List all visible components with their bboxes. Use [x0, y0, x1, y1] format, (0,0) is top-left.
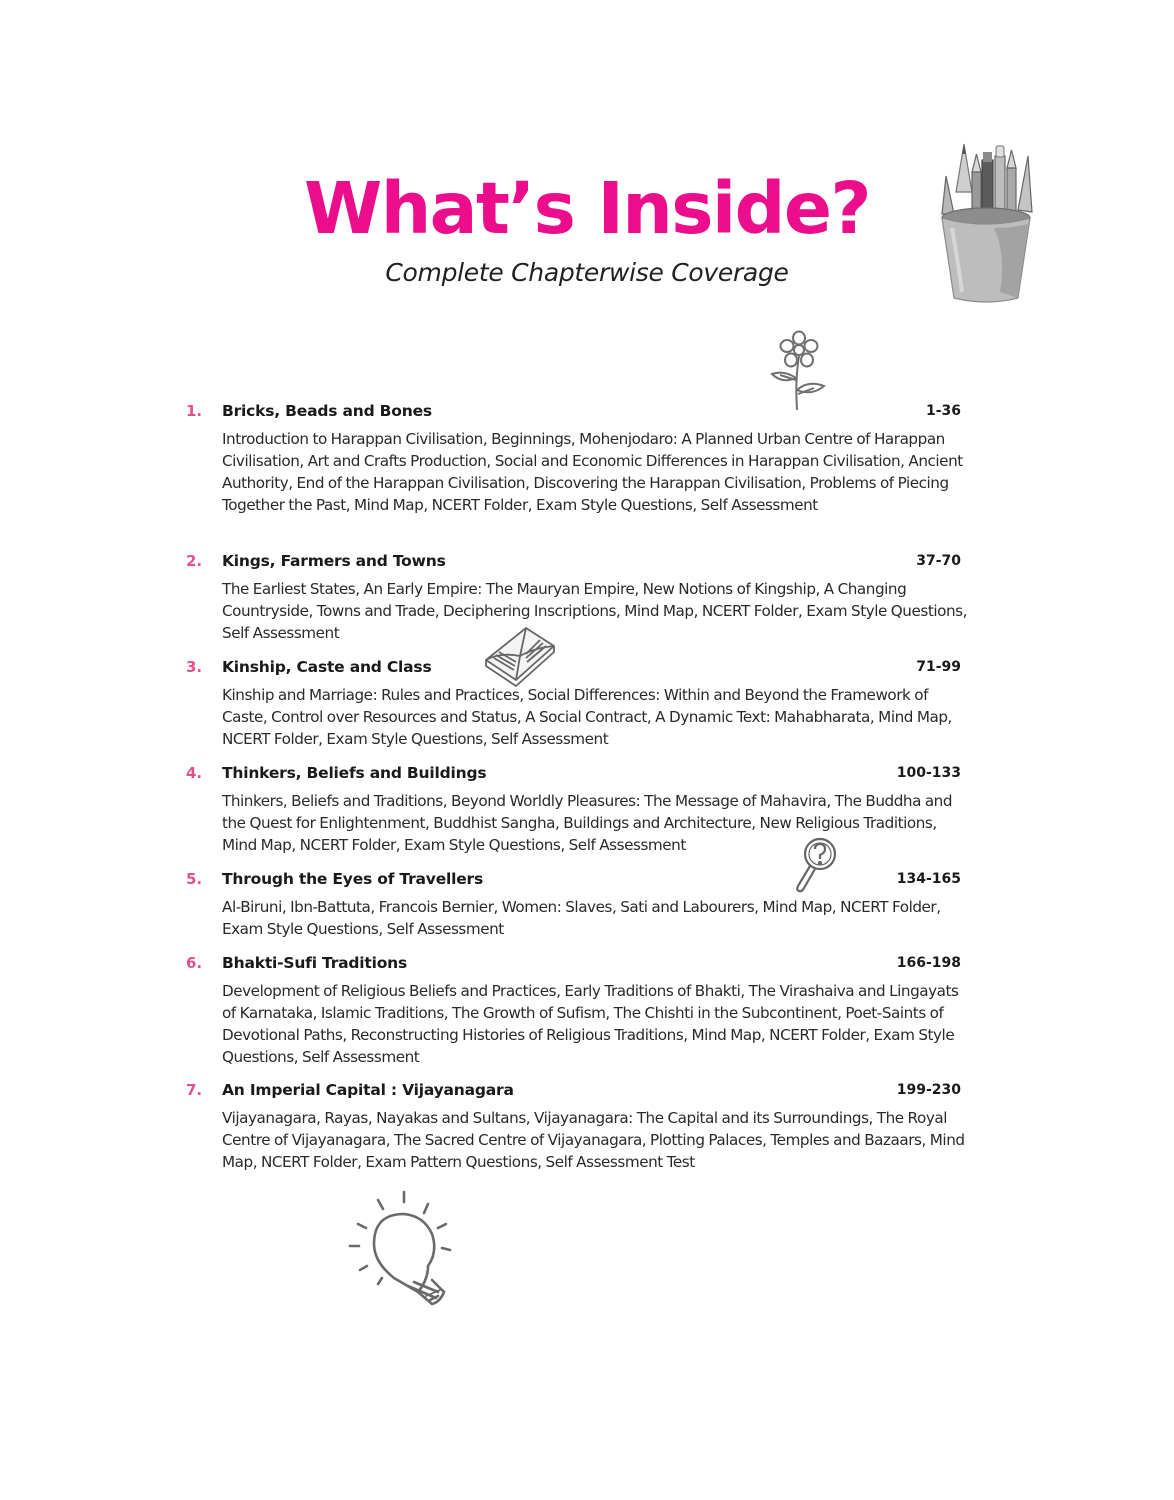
- chapter-description: Al-Biruni, Ibn-Battuta, Francois Bernier, Women: Slaves, Sati and Labourers, Mind Map, NCERT Folder, Exam Style Questions, Self Assessment: [222, 898, 941, 938]
- chapter-title: Thinkers, Beliefs and Buildings: [222, 764, 487, 782]
- page-subtitle: Complete Chapterwise Coverage: [385, 258, 789, 287]
- chapter-number: 7.: [186, 1081, 203, 1099]
- chapter-entry: [0, 951, 1174, 1066]
- chapter-description: Thinkers, Beliefs and Traditions, Beyond Worldly Pleasures: The Message of Mahavira, The Buddha and the Quest for Enlightenment, Buddhist Sangha, Buildings and Architecture, New Religious Traditions, Mind Map, NCERT Folder, Exam Style Questions, Self Assessment: [222, 792, 953, 854]
- chapter-pages: 100-133: [896, 765, 961, 781]
- chapter-title: An Imperial Capital : Vijayanagara: [222, 1081, 514, 1099]
- chapter-pages: 134-165: [896, 871, 961, 887]
- chapter-pages: 37-70: [916, 553, 961, 569]
- chapter-title: Kinship, Caste and Class: [222, 658, 432, 676]
- chapter-title: Bhakti-Sufi Traditions: [222, 954, 408, 972]
- chapter-description: Kinship and Marriage: Rules and Practices, Social Differences: Within and Beyond the Framework of Caste, Control over Resources and Status, A Social Contract, A Dynamic Text: Mahabharata, Mind Map, NCERT Folder, Exam Style Questions, Self Assessment: [222, 686, 952, 748]
- chapter-description: Development of Religious Beliefs and Practices, Early Traditions of Bhakti, The Virashaiva and Lingayats of Karnataka, Islamic Traditions, The Growth of Sufism, The Chishti in the Subcontinent, Poet-Saints of Devotional Paths, Reconstructing Histories of Religious Traditions, Mind Map, NCERT Folder, Exam Style Questions, Self Assessment: [222, 982, 959, 1066]
- chapter-number: 2.: [186, 552, 203, 570]
- chapter-title: Bricks, Beads and Bones: [222, 402, 432, 420]
- chapter-title: Through the Eyes of Travellers: [222, 870, 484, 888]
- chapter-number: 5.: [186, 870, 203, 888]
- chapter-entry: [0, 549, 1174, 642]
- chapter-pages: 1-36: [925, 403, 961, 419]
- page-title: What’s Inside?: [304, 167, 870, 250]
- chapter-number: 3.: [186, 658, 203, 676]
- chapter-entry: [0, 399, 1174, 514]
- chapter-entry: [0, 1078, 1174, 1171]
- chapter-entry: [0, 867, 1174, 938]
- chapter-description: Introduction to Harappan Civilisation, Beginnings, Mohenjodaro: A Planned Urban Centre of Harappan Civilisation, Art and Crafts Production, Social and Economic Differences in Harappan Civilisation, Ancient Authority, End of the Harappan Civilisation, Discovering the Harappan Civilisation, Problems of Piecing Together the Past, Mind Map, NCERT Folder, Exam Style Questions, Self Assessment: [222, 430, 963, 514]
- chapter-description: The Earliest States, An Early Empire: The Mauryan Empire, New Notions of Kingship, A Changing Countryside, Towns and Trade, Deciphering Inscriptions, Mind Map, NCERT Folder, Exam Style Questions, Self Assessment: [222, 580, 967, 642]
- chapter-number: 6.: [186, 954, 203, 972]
- chapter-pages: 71-99: [916, 659, 961, 675]
- chapter-number: 1.: [186, 402, 203, 420]
- chapter-title: Kings, Farmers and Towns: [222, 552, 446, 570]
- chapter-entry: [0, 655, 1174, 748]
- chapter-number: 4.: [186, 764, 203, 782]
- chapter-description: Vijayanagara, Rayas, Nayakas and Sultans, Vijayanagara: The Capital and its Surroundings, The Royal Centre of Vijayanagara, The Sacred Centre of Vijayanagara, Plotting Palaces, Temples and Bazaars, Mind Map, NCERT Folder, Exam Pattern Questions, Self Assessment Test: [222, 1109, 965, 1171]
- chapter-entry: [0, 761, 1174, 854]
- chapter-pages: 199-230: [896, 1082, 961, 1098]
- chapter-pages: 166-198: [896, 955, 961, 971]
